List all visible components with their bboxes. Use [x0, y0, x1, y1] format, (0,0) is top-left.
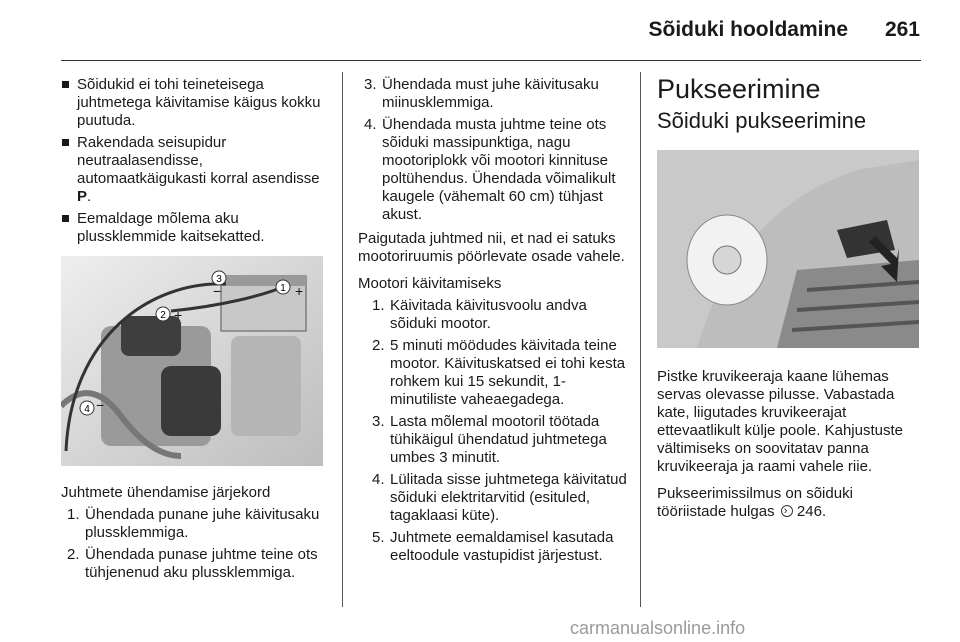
svg-text:1: 1 — [280, 283, 286, 294]
page-number: 261 — [884, 18, 920, 41]
list-item: 3. Lasta mõlemal mootoril töötada tühikäigul ühendatud juhtmetega umbes 3 minutit. — [372, 413, 607, 466]
paragraph: Mootori käivitamiseks — [358, 275, 502, 292]
bullet-item: Eemaldage mõlema aku plussklemmide kaitsekatted. — [61, 210, 327, 246]
svg-text:+: + — [174, 307, 183, 323]
column-3 — [657, 74, 923, 530]
list-item: 2. Ühendada punase juhtme teine ots tühjenenud aku plussklemmiga. — [67, 546, 318, 581]
towing-eye-figure — [657, 150, 919, 348]
header-title: Sõiduki hooldamine — [648, 18, 848, 41]
paragraph: Paigutada juhtmed nii, et nad ei satuks mootoriruumis pöörlevate osade vahele. — [358, 230, 625, 265]
svg-text:−: − — [96, 397, 105, 413]
page-reference[interactable]: 246. — [792, 503, 827, 520]
connection-steps-continued — [358, 76, 628, 224]
gear-position-p: P — [77, 188, 88, 205]
svg-text:3: 3 — [216, 274, 222, 285]
list-item: 2. 5 minuti möödudes käivitada teine mootor. Käivituskatsed ei tohi kesta rohkem kui 15 sekundit, 1-minutiliste vaheaegadega. — [372, 337, 626, 408]
column-2 — [358, 76, 628, 571]
svg-text:2: 2 — [160, 310, 166, 321]
arrow-ref-icon: › — [781, 505, 793, 517]
column-divider-1 — [342, 72, 343, 607]
bullet-item: Sõidukid ei tohi teineteisega juhtmetega käivitamise käigus kokku puutuda. — [61, 76, 327, 130]
figure-caption: Juhtmete ühendamise järjekord — [61, 484, 271, 501]
list-item: 4. Ühendada musta juhtme teine ots sõiduki massipunktiga, nagu mootoriplokk või mootori kinnituse poltühendus. Ühendada võimalikult kaugele (vähemalt 60 cm) tühjast akust. — [364, 116, 616, 223]
svg-text:−: − — [213, 283, 222, 299]
list-item: 5. Juhtmete eemaldamisel kasutada eeltoodule vastupidist järjestust. — [372, 529, 614, 564]
section-heading: Pukseerimine — [657, 74, 821, 104]
watermark: carmanualsonline.info — [570, 618, 746, 638]
svg-text:+: + — [295, 283, 304, 299]
list-item: 1. Ühendada punane juhe käivitusaku plussklemmiga. — [67, 506, 320, 541]
column-divider-2 — [640, 72, 641, 607]
connection-steps — [61, 506, 327, 582]
bullet-item: Rakendada seisupidur neutraalasendisse, automaatkäigukasti korral asendisse P. — [61, 134, 327, 206]
start-steps — [366, 297, 628, 565]
column-1 — [61, 76, 327, 588]
paragraph: Pukseerimissilmus on sõiduki tööriistade hulgas › 246. — [657, 485, 853, 520]
list-item: 3. Ühendada must juhe käivitusaku miinusklemmiga. — [364, 76, 599, 111]
list-item: 1. Käivitada käivitusvoolu andva sõiduki mootor. — [372, 297, 587, 332]
jump-start-figure — [61, 256, 323, 466]
section-subheading: Sõiduki pukseerimine — [657, 108, 867, 133]
svg-text:4: 4 — [84, 404, 90, 415]
header-rule — [61, 60, 921, 61]
list-item: 4. Lülitada sisse juhtmetega käivitatud sõiduki elektritarvitid (esituled, tagaklaasi küte). — [372, 471, 627, 524]
paragraph: Pistke kruvikeeraja kaane lühemas servas olevasse pilusse. Vabastada kate, liigutades kruvikeerajat ettevaatlikult külje poole. Kahjustuste vältimiseks on soovitatav panna kruvikeeraja ja raami vahele riie. — [657, 368, 903, 475]
